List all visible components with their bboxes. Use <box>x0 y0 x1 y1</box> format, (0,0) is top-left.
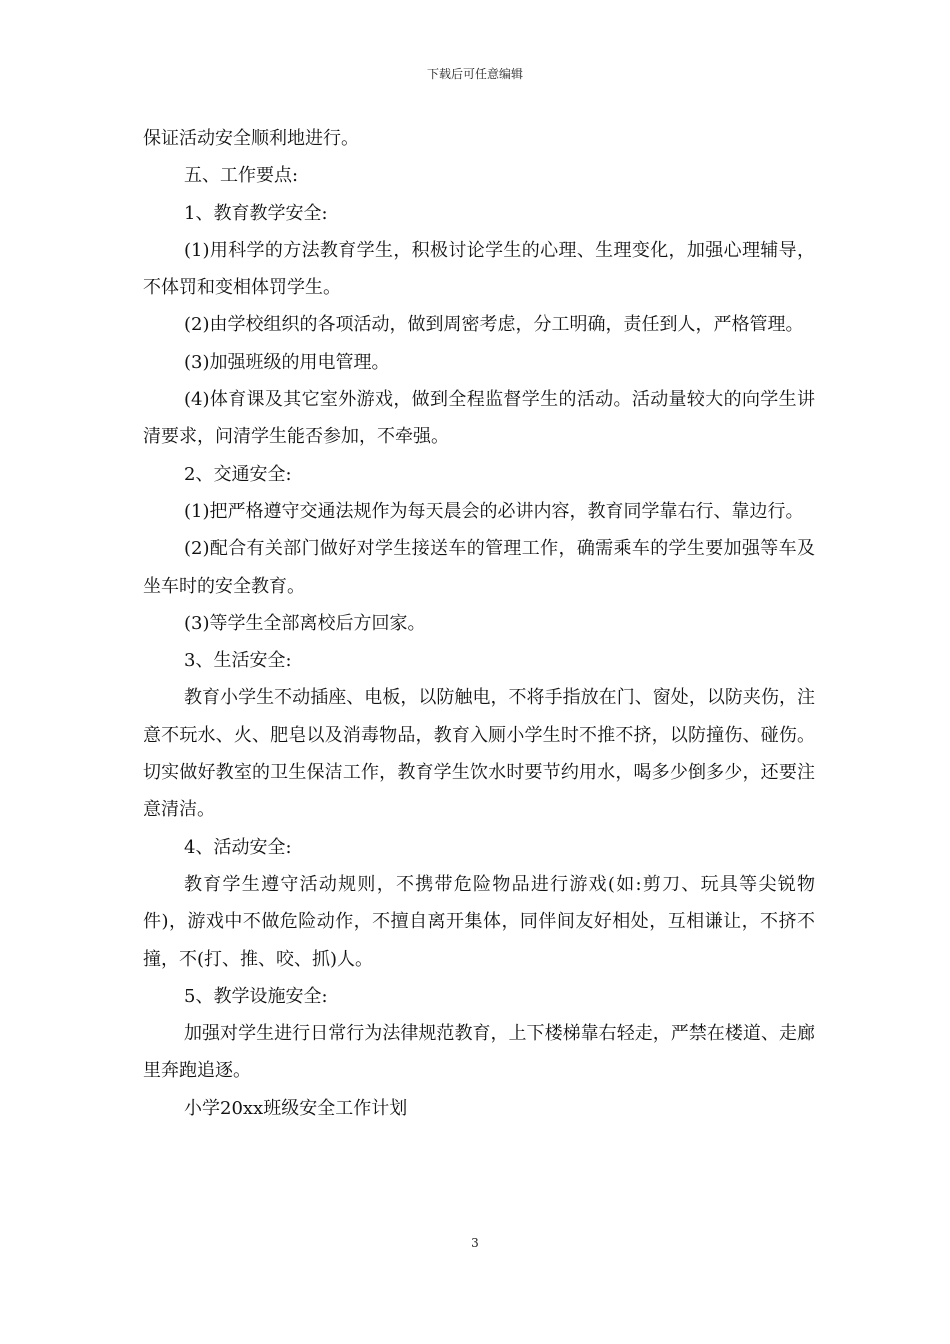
subsection-heading: 5、教学设施安全: <box>184 985 328 1007</box>
subsection-heading: 1、教育教学安全: <box>184 202 328 224</box>
paragraph: (3)加强班级的用电管理。 <box>184 351 390 373</box>
subsection-heading: 4、活动安全: <box>184 836 292 858</box>
section-heading: 五、工作要点: <box>184 165 299 187</box>
paragraph: 教育学生遵守活动规则，不携带危险物品进行游戏(如:剪刀、玩具等尖锐物件)，游戏中不做危险动作，不擅自离开集体，同伴间友好相处，互相谦让，不挤不撞，不(打、推、咬、抓)人。 <box>143 873 815 970</box>
paragraph: 加强对学生进行日常行为法律规范教育，上下楼梯靠右轻走，严禁在楼道、走廊里奔跑追逐。 <box>143 1023 815 1082</box>
page-number: 3 <box>471 1236 479 1250</box>
page-header: 下载后可任意编辑 <box>426 67 523 81</box>
paragraph: (2)配合有关部门做好对学生接送车的管理工作，确需乘车的学生要加强等车及坐车时的安全教育。 <box>143 538 815 597</box>
subsection-heading: 2、交通安全: <box>184 463 292 485</box>
document-body <box>143 120 815 1127</box>
paragraph: 保证活动安全顺利地进行。 <box>143 128 359 149</box>
paragraph: (3)等学生全部离校后方回家。 <box>184 612 426 634</box>
paragraph: 教育小学生不动插座、电板，以防触电，不将手指放在门、窗处，以防夹伤，注意不玩水、火、肥皂以及消毒物品，教育入厕小学生时不推不挤，以防撞伤、碰伤。切实做好教室的卫生保洁工作，教育学生饮水时要节约用水，喝多少倒多少，还要注意清洁。 <box>143 687 815 821</box>
paragraph: (2)由学校组织的各项活动，做到周密考虑，分工明确，责任到人，严格管理。 <box>184 314 804 336</box>
subsection-heading: 3、生活安全: <box>184 650 292 672</box>
paragraph: (1)把严格遵守交通法规作为每天晨会的必讲内容，教育同学靠右行、靠边行。 <box>184 500 804 522</box>
paragraph: (1)用科学的方法教育学生，积极讨论学生的心理、生理变化，加强心理辅导，不体罚和变相体罚学生。 <box>143 239 815 299</box>
paragraph: (4)体育课及其它室外游戏，做到全程监督学生的活动。活动量较大的向学生讲清要求，问清学生能否参加，不牵强。 <box>143 389 815 448</box>
document-subtitle: 小学20xx班级安全工作计划 <box>184 1097 408 1119</box>
